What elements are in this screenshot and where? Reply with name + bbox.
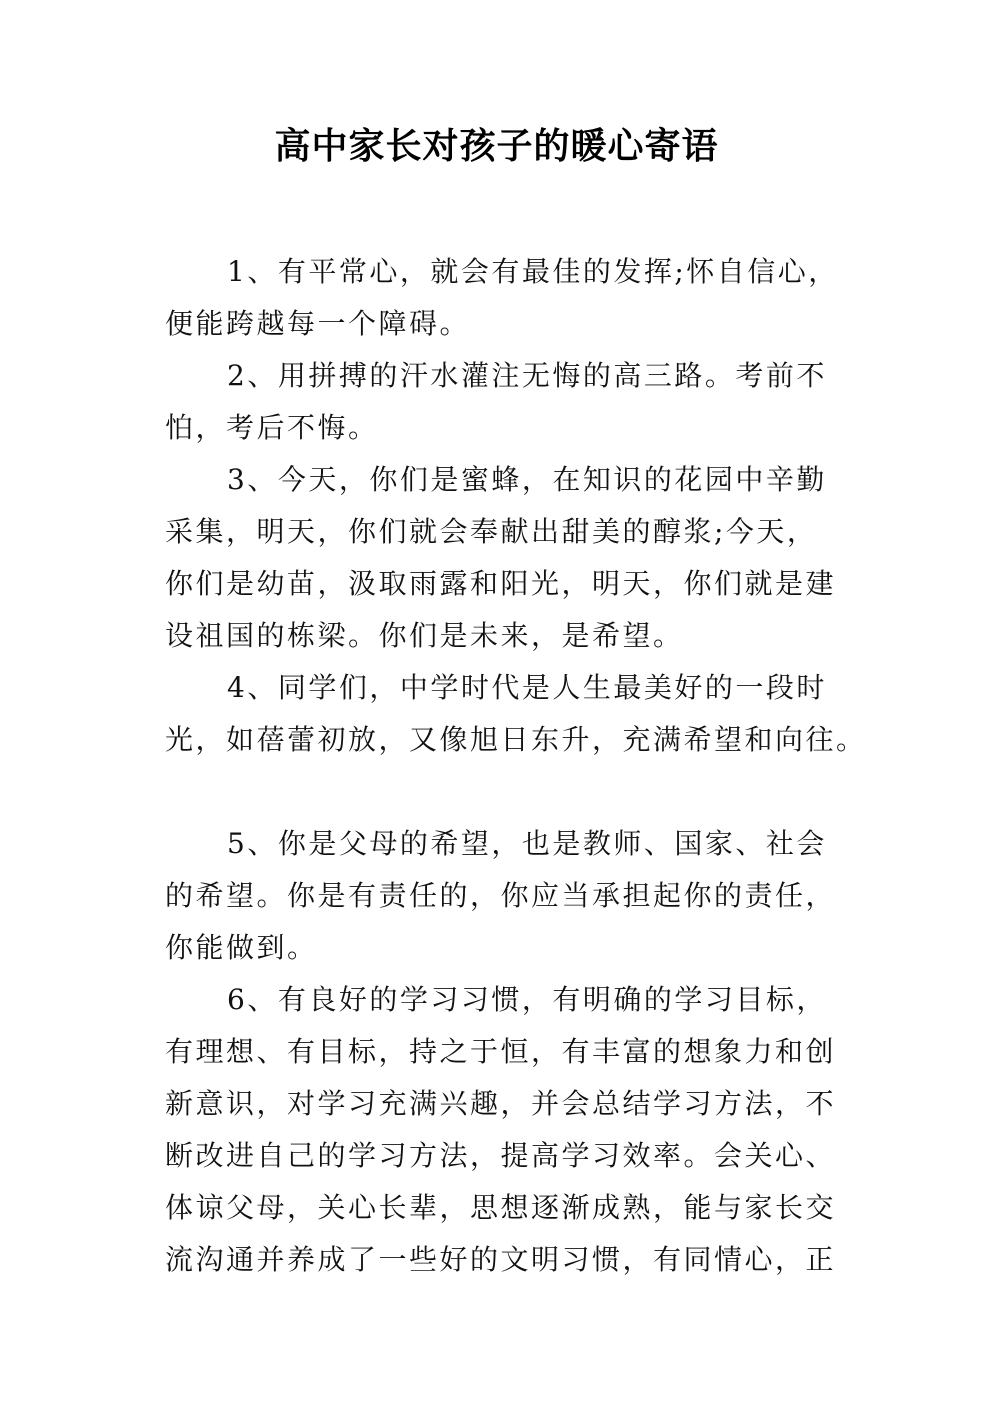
paragraph-line: 新意识，对学习充满兴趣，并会总结学习方法，不 [165,1087,837,1120]
paragraph-line: 便能跨越每一个障碍。 [165,307,471,340]
blank-line [165,766,865,818]
document-body [165,246,865,1286]
paragraph-line: 采集，明天，你们就会奉献出甜美的醇浆;今天， [165,515,818,548]
paragraph-line: 6、有良好的学习习惯，有明确的学习目标， [227,983,827,1016]
paragraph-5 [165,818,865,974]
paragraph-line: 设祖国的栋梁。你们是未来，是希望。 [165,619,684,652]
paragraph-line: 你能做到。 [165,931,318,964]
paragraph-line: 3、今天，你们是蜜蜂，在知识的花园中辛勤 [227,463,827,496]
document-title: 高中家长对孩子的暖心寄语 [274,126,719,167]
paragraph-6 [165,974,865,1286]
paragraph-2 [165,350,865,454]
paragraph-line: 你们是幼苗，汲取雨露和阳光，明天，你们就是建 [165,567,837,600]
paragraph-line: 光，如蓓蕾初放，又像旭日东升，充满希望和向往。 [165,723,867,756]
paragraph-line: 怕，考后不悔。 [165,411,379,444]
paragraph-line: 1、有平常心，就会有最佳的发挥;怀自信心， [227,255,839,288]
paragraph-line: 体谅父母，关心长辈，思想逐渐成熟，能与家长交 [165,1191,837,1224]
paragraph-line: 5、你是父母的希望，也是教师、国家、社会 [227,827,827,860]
paragraph-line: 的希望。你是有责任的，你应当承担起你的责任， [165,879,837,912]
paragraph-line: 断改进自己的学习方法，提高学习效率。会关心、 [165,1139,837,1172]
paragraph-line: 4、同学们，中学时代是人生最美好的一段时 [227,671,827,704]
paragraph-4 [165,662,865,766]
paragraph-1 [165,246,865,350]
paragraph-line: 有理想、有目标，持之于恒，有丰富的想象力和创 [165,1035,837,1068]
paragraph-3 [165,454,865,662]
paragraph-line: 2、用拼搏的汗水灌注无悔的高三路。考前不 [227,359,827,392]
paragraph-line: 流沟通并养成了一些好的文明习惯，有同情心，正 [165,1243,837,1276]
